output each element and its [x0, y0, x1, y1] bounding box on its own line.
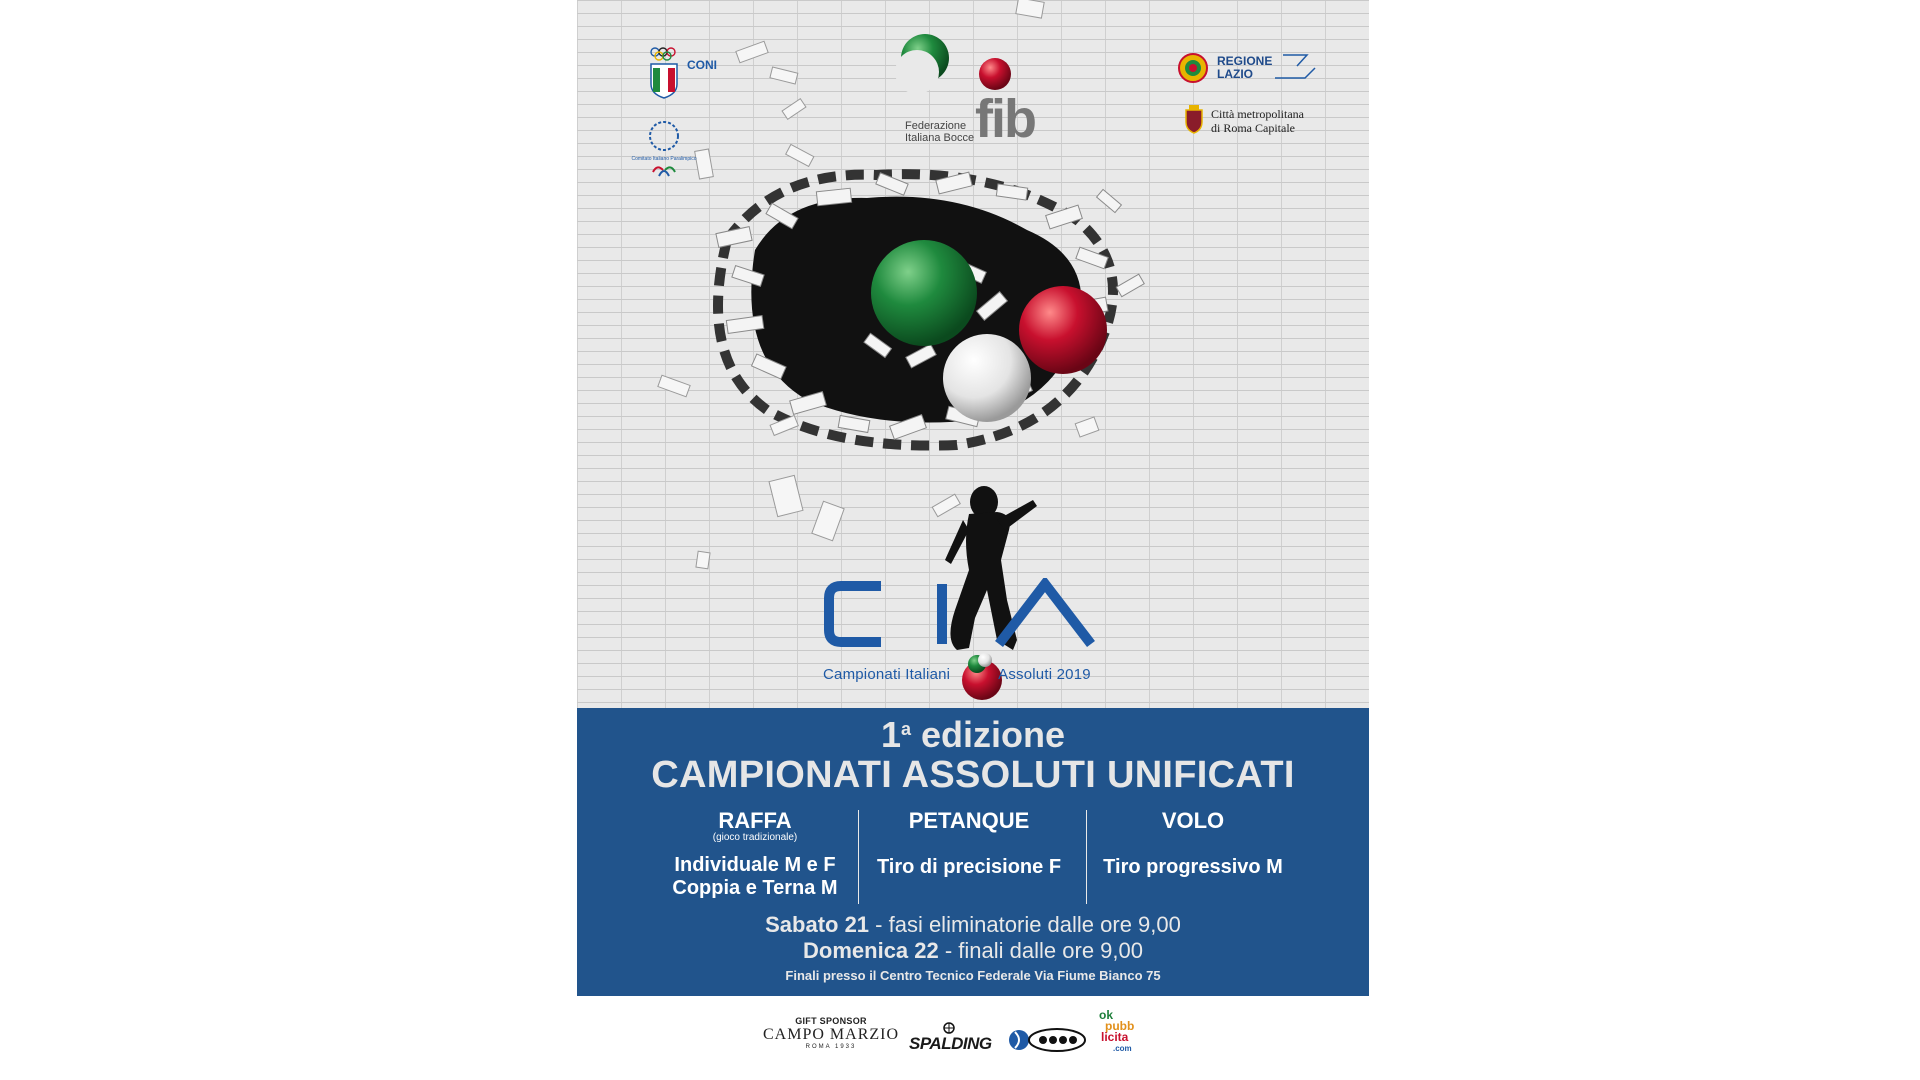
event-title: CAMPIONATI ASSOLUTI UNIFICATI — [651, 754, 1295, 796]
regione-lazio-line2: LAZIO — [1217, 67, 1253, 81]
cia-subtitle-right: Assoluti 2019 — [998, 666, 1091, 683]
coni-logo — [645, 44, 735, 100]
column-note: (gioco tradizionale) — [712, 832, 798, 843]
column-line: Individuale M e F — [674, 854, 836, 876]
schedule-day: Domenica 22 — [803, 938, 939, 963]
schedule-text: - fasi eliminatorie dalle ore 9,00 — [869, 912, 1181, 937]
cia-subtitle — [823, 666, 1123, 683]
red-ball — [1019, 286, 1107, 374]
cip-logo — [629, 118, 699, 184]
brick-wall-artwork — [577, 0, 1369, 708]
roma-crest-icon — [1183, 104, 1205, 134]
poster — [577, 0, 1369, 1080]
citta-metropolitana-label — [1211, 107, 1304, 135]
schedule-sunday — [577, 938, 1369, 964]
white-ball — [943, 334, 1031, 422]
edition-number: 1 — [880, 714, 901, 755]
column-volo — [1083, 808, 1303, 879]
fib-logo — [895, 34, 1045, 149]
column-title: PETANQUE — [908, 808, 1030, 833]
campo-marzio-sub: ROMA 1933 — [805, 1044, 857, 1050]
edition-word: edizione — [921, 714, 1066, 755]
column-petanque — [859, 808, 1079, 879]
roma-line2: di Roma Capitale — [1211, 121, 1295, 135]
column-title: VOLO — [1161, 808, 1225, 833]
okp-line: licita — [1101, 1030, 1129, 1044]
cip-label: Comitato Italiano Paralimpico — [631, 156, 697, 162]
cia-logo — [823, 578, 1123, 702]
citta-metropolitana-logo — [1183, 104, 1343, 140]
gift-sponsor-logo — [763, 1016, 899, 1050]
fib-subtitle-line2: Italiana Bocce — [905, 132, 975, 144]
okp-line: .com — [1113, 1044, 1132, 1053]
fib-subtitle-line1: Federazione — [905, 120, 967, 132]
okp-line: ok — [1099, 1008, 1114, 1022]
fib-subtitle — [905, 120, 974, 144]
column-line: Coppia e Terna M — [672, 877, 838, 899]
regione-lazio-logo — [1177, 52, 1317, 92]
cia-subtitle-left: Campionati Italiani — [823, 666, 951, 683]
campo-marzio-name: CAMPO MARZIO — [763, 1026, 900, 1043]
venue-text: Finali presso il Centro Tecnico Federale Via Fiume Bianco 75 — [785, 968, 1161, 983]
cip-emblem-icon — [629, 118, 699, 188]
regione-lazio-emblem-icon — [1177, 52, 1213, 88]
regione-lazio-line1: REGIONE — [1217, 54, 1273, 68]
club-logo-icon — [1007, 1020, 1087, 1060]
okp-line: pubb — [1105, 1019, 1135, 1033]
spalding-ball-icon — [942, 1022, 956, 1034]
edition-ordinal: a — [900, 719, 911, 739]
spalding-logo — [909, 1022, 992, 1054]
column-line: Tiro di precisione F — [876, 856, 1062, 878]
column-raffa — [645, 808, 865, 900]
roma-line1: Città metropolitana — [1211, 107, 1304, 121]
okpubblicita-logo — [1099, 1008, 1159, 1070]
sponsors-row — [577, 1008, 1369, 1080]
column-line: Tiro progressivo M — [1103, 856, 1283, 878]
regione-lazio-swoosh-icon — [1275, 52, 1317, 82]
fib-wordmark: fib — [975, 89, 1035, 149]
spalding-wordmark: SPALDING — [909, 1034, 992, 1053]
green-ball — [871, 240, 977, 346]
column-title: RAFFA — [718, 808, 792, 833]
schedule-day: Sabato 21 — [765, 912, 870, 937]
gift-sponsor-label: GIFT SPONSOR — [795, 1016, 867, 1026]
cia-lettermark-icon — [823, 578, 1123, 666]
schedule-text: - finali dalle ore 9,00 — [938, 938, 1143, 963]
regione-lazio-label — [1217, 55, 1272, 81]
schedule-saturday — [577, 912, 1369, 938]
info-band — [577, 708, 1369, 996]
coni-shield-icon — [645, 44, 685, 100]
edition-heading — [577, 714, 1369, 756]
coni-label: CONI — [687, 58, 717, 72]
